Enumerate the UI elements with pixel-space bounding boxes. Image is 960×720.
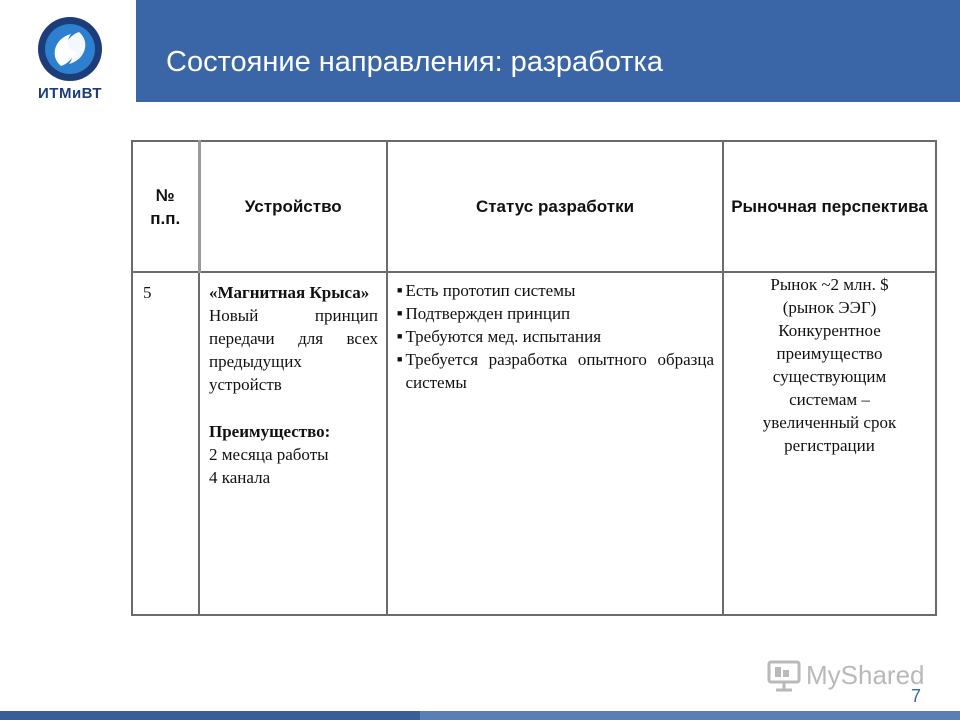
header-device: Устройство [199, 141, 387, 272]
square-bullet-icon: ■ [397, 308, 403, 318]
header-status: Статус разработки [387, 141, 723, 272]
presentation-screen-icon [766, 658, 802, 694]
status-table [131, 140, 937, 616]
advantage-line: 2 месяца работы [209, 445, 329, 464]
advantage-line: 4 канала [209, 468, 271, 487]
watermark [766, 656, 926, 692]
itmivt-logo-icon [37, 16, 103, 82]
header-market: Рыночная перспектива [723, 141, 936, 272]
bottom-bar [0, 711, 960, 720]
cell-market [723, 272, 936, 615]
status-item: ■ Требуются мед. испытания [397, 327, 602, 346]
market-text: Рынок ~2 млн. $ (рынок ЭЭГ) Конкурентное преимущество существующим системам – увеличенный срок регистрации [762, 275, 897, 455]
status-item: ■ Требуется разработка опытного образца системы [397, 350, 714, 392]
device-name: «Магнитная Крыса» [209, 283, 370, 302]
table-row [132, 272, 936, 615]
page-number: 7 [911, 686, 922, 706]
logo [0, 0, 136, 102]
header-num: № п.п. [132, 141, 199, 272]
cell-device [199, 272, 387, 615]
status-item: ■ Подтвержден принцип [397, 304, 571, 323]
table-header-row [132, 141, 936, 272]
watermark-text: MyShared [806, 660, 925, 690]
device-description: Новый принцип передачи для всех предыдущих устройств [209, 306, 378, 394]
logo-text: ИТМиВТ [38, 85, 103, 102]
title-bar [136, 0, 960, 102]
square-bullet-icon: ■ [397, 354, 403, 364]
square-bullet-icon: ■ [397, 331, 403, 341]
cell-status [387, 272, 723, 615]
status-item: ■ Есть прототип системы [397, 281, 576, 300]
square-bullet-icon: ■ [397, 285, 403, 295]
advantage-label: Преимущество: [209, 422, 331, 441]
cell-num: 5 [132, 272, 199, 615]
page-title: Состояние направления: разработка [166, 46, 664, 78]
bottom-bar-accent [0, 711, 420, 720]
